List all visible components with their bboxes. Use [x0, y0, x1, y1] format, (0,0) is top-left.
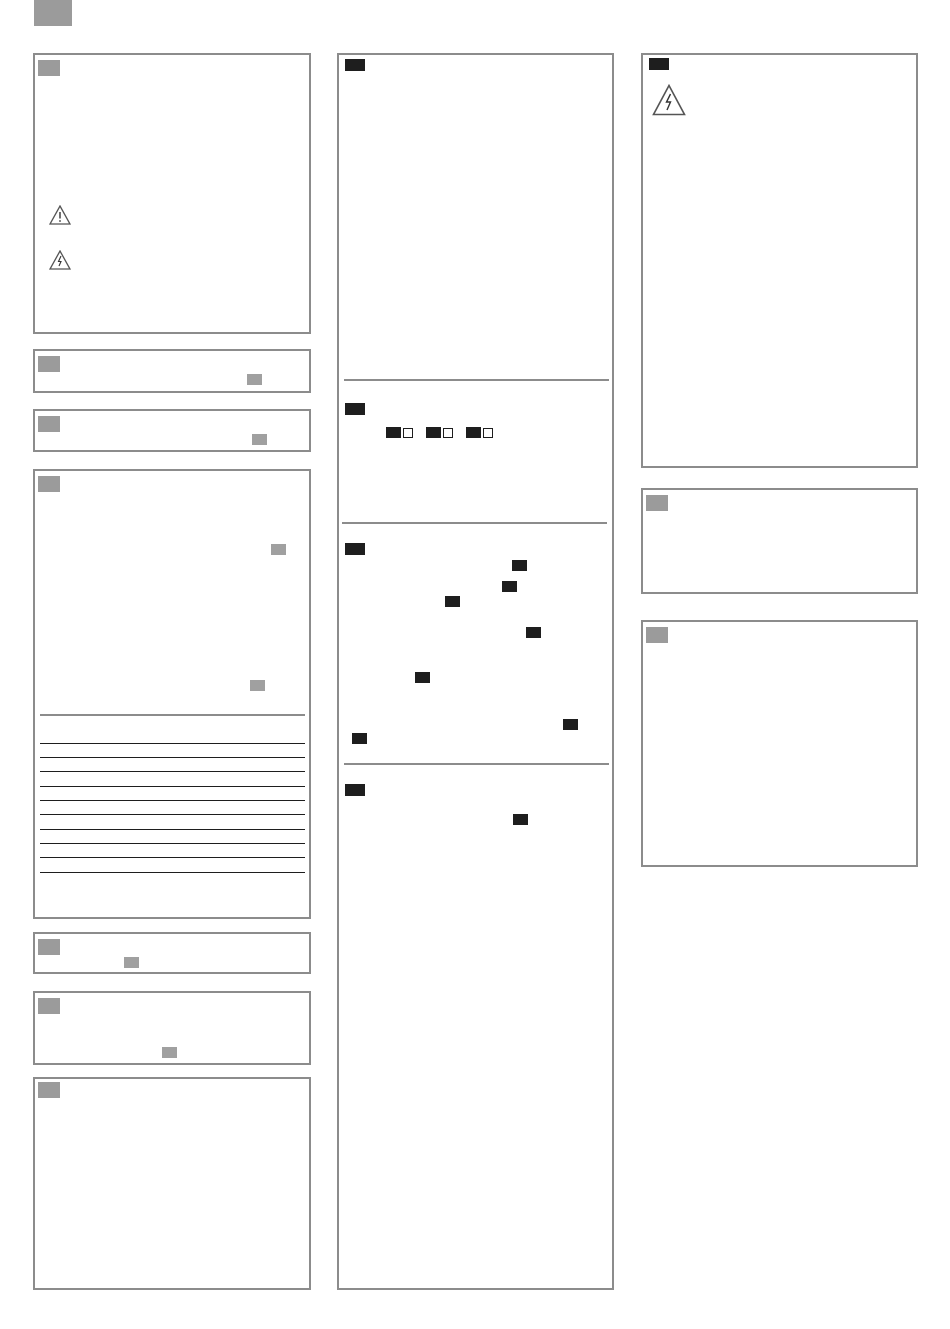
section-marker [38, 356, 60, 372]
section-marker [38, 939, 60, 955]
reference-marker [250, 680, 265, 691]
reference-marker [247, 374, 262, 385]
option-marker [466, 427, 481, 438]
section-marker [646, 495, 668, 511]
table-row [40, 814, 305, 815]
section-box-7 [33, 1077, 311, 1290]
reference-marker [563, 719, 578, 730]
electrical-hazard-icon [652, 84, 686, 116]
table-row [40, 872, 305, 873]
reference-marker [252, 434, 267, 445]
reference-marker [445, 596, 460, 607]
table-row [40, 786, 305, 787]
section-box-2 [33, 349, 311, 393]
section-marker [38, 416, 60, 432]
section-box-right-3 [641, 620, 918, 867]
section-box-6 [33, 991, 311, 1065]
section-box-1 [33, 53, 311, 334]
table-row [40, 757, 305, 758]
section-box-4 [33, 469, 311, 919]
option-marker [426, 427, 441, 438]
section-marker [345, 59, 365, 71]
table-row [40, 771, 305, 772]
section-marker [345, 403, 365, 415]
section-marker [38, 998, 60, 1014]
section-marker [38, 60, 60, 76]
reference-marker [352, 733, 367, 744]
reference-marker [502, 581, 517, 592]
warning-exclamation-icon [49, 205, 71, 225]
reference-marker [512, 560, 527, 571]
section-box-right-1 [641, 53, 918, 468]
electrical-hazard-icon [49, 250, 71, 270]
reference-marker [415, 672, 430, 683]
divider [342, 522, 607, 524]
table-row [40, 743, 305, 744]
section-box-middle [337, 53, 614, 1290]
section-marker [646, 627, 668, 643]
reference-marker [124, 957, 139, 968]
section-marker [345, 543, 365, 555]
divider [344, 379, 609, 381]
table-row [40, 800, 305, 801]
option-checkbox[interactable] [403, 428, 413, 438]
page-corner-tab [34, 0, 72, 26]
reference-marker [526, 627, 541, 638]
section-marker [649, 58, 669, 70]
table-row [40, 857, 305, 858]
option-checkbox[interactable] [443, 428, 453, 438]
table-row [40, 843, 305, 844]
section-marker [38, 476, 60, 492]
section-box-right-2 [641, 488, 918, 594]
reference-marker [162, 1047, 177, 1058]
section-box-5 [33, 932, 311, 974]
option-marker [386, 427, 401, 438]
reference-marker [513, 814, 528, 825]
section-box-3 [33, 409, 311, 452]
option-checkbox[interactable] [483, 428, 493, 438]
table-row [40, 829, 305, 830]
section-marker [345, 784, 365, 796]
reference-marker [271, 544, 286, 555]
divider [344, 763, 609, 765]
section-marker [38, 1082, 60, 1098]
table-top-rule [40, 714, 305, 716]
